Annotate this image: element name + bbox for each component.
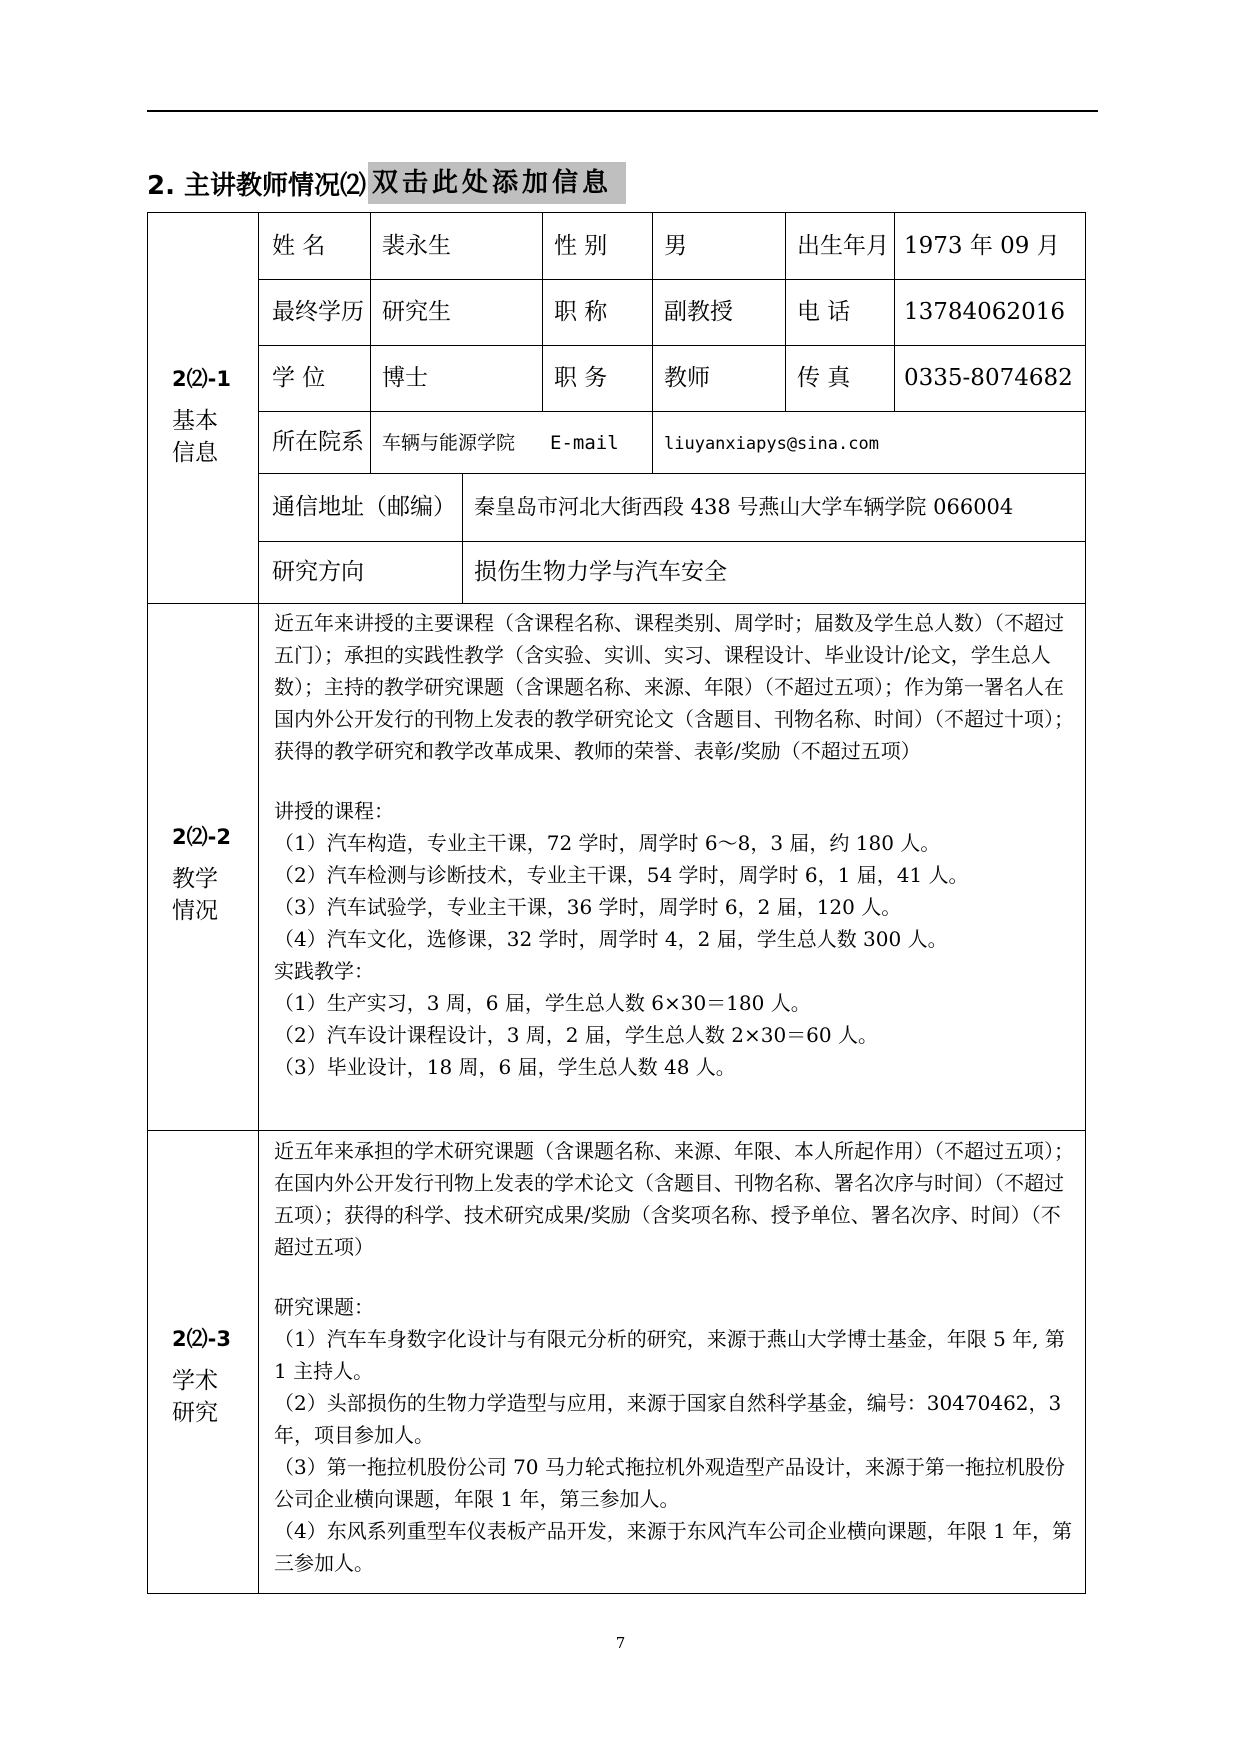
grid-line <box>462 473 463 603</box>
projects-heading: 研究课题： <box>274 1295 374 1319</box>
phone-label: 电 话 <box>797 299 851 325</box>
degree-label: 学 位 <box>272 365 326 391</box>
email-value: liuyanxiapys@sina.com <box>664 434 879 454</box>
grid-line <box>370 213 371 473</box>
grid-line <box>785 213 786 411</box>
add-info-placeholder[interactable]: 双击此处添加信息 <box>368 162 626 204</box>
birth-label: 出生年月 <box>797 233 889 259</box>
project-item: （2）头部损伤的生物力学造型与应用，来源于国家自然科学基金，编号：30470462，3 年，项目参加人。 <box>274 1391 1062 1447</box>
address-value: 秦皇岛市河北大街西段 438 号燕山大学车辆学院 066004 <box>474 495 1014 519</box>
title-label: 职 称 <box>554 299 608 325</box>
course-item: （1）汽车构造，专业主干课，72 学时，周学时 6～8，3 届，约 180 人。 <box>274 831 941 855</box>
practice-heading: 实践教学： <box>274 959 374 983</box>
teaching-code: 2⑵-2 <box>172 825 231 849</box>
basic-info-label <box>148 363 258 469</box>
research-direction-value: 损伤生物力学与汽车安全 <box>474 559 727 585</box>
research-intro: 近五年来承担的学术研究课题（含课题名称、来源、年限、本人所起作用）（不超过五项）；在国内外公开发行刊物上发表的学术论文（含题目、刊物名称、署名次序与时间）（不超过五项）；获得的科学、技术研究成果/奖励（含奖项名称、授予单位、署名次序、时间）（不超过五项） <box>274 1139 1074 1259</box>
name-label: 姓 名 <box>272 233 326 259</box>
fax-label: 传 真 <box>797 365 851 391</box>
grid-line <box>258 473 1086 474</box>
grid-line <box>652 213 653 473</box>
research-code: 2⑵-3 <box>172 1327 231 1351</box>
address-label: 通信地址（邮编） <box>272 494 456 520</box>
section-title: 2. 主讲教师情况⑵ <box>147 170 367 201</box>
basic-info-code: 2⑵-1 <box>172 367 231 391</box>
page-number: 7 <box>615 1634 626 1652</box>
section-heading <box>147 158 626 208</box>
position-label: 职 务 <box>554 365 608 391</box>
grid-line <box>542 213 543 411</box>
project-item: （4）东风系列重型车仪表板产品开发，来源于东风汽车公司企业横向课题，年限 1 年，第三参加人。 <box>274 1519 1073 1575</box>
header-rule <box>147 110 1098 112</box>
section-divider <box>148 1130 1086 1131</box>
grid-line <box>894 213 895 411</box>
birth-value: 1973 年 09 月 <box>904 233 1060 259</box>
teaching-content <box>274 607 1079 1083</box>
project-item: （1）汽车车身数字化设计与有限元分析的研究，来源于燕山大学博士基金，年限 5 年, 第 1 主持人。 <box>274 1327 1065 1383</box>
course-item: （4）汽车文化，选修课，32 学时，周学时 4，2 届，学生总人数 300 人。 <box>274 927 948 951</box>
title-value: 副教授 <box>664 299 733 325</box>
position-value: 教师 <box>664 365 710 391</box>
email-label: E-mail <box>550 432 619 454</box>
research-label <box>148 1323 258 1429</box>
basic-info-name: 基本信息 <box>172 408 218 466</box>
label-column-divider <box>258 213 259 1593</box>
gender-value: 男 <box>664 233 687 259</box>
teacher-info-table <box>147 212 1086 1594</box>
grid-line <box>258 345 1086 346</box>
education-label: 最终学历 <box>272 299 364 325</box>
practice-item: （2）汽车设计课程设计，3 周，2 届，学生总人数 2×30＝60 人。 <box>274 1023 878 1047</box>
teaching-name: 教学情况 <box>172 866 218 924</box>
education-value: 研究生 <box>382 299 451 325</box>
phone-value: 13784062016 <box>904 299 1065 325</box>
practice-item: （1）生产实习，3 周，6 届，学生总人数 6×30＝180 人。 <box>274 991 811 1015</box>
research-name: 学术研究 <box>172 1368 218 1426</box>
dept-value: 车辆与能源学院 <box>382 432 516 454</box>
teaching-intro: 近五年来讲授的主要课程（含课程名称、课程类别、周学时；届数及学生总人数）（不超过五门）；承担的实践性教学（含实验、实训、实习、课程设计、毕业设计/论文，学生总人数）；主持的教学研究课题（含课题名称、来源、年限）（不超过五项）；作为第一署名人在国内外公开发行的刊物上发表的教学研究论文（含题目、刊物名称、时间）（不超过十项）；获得的教学研究和教学改革成果、教师的荣誉、表彰/奖励（不超过五项） <box>274 611 1074 763</box>
grid-line <box>258 541 1086 542</box>
degree-value: 博士 <box>382 365 428 391</box>
research-direction-label: 研究方向 <box>272 559 364 585</box>
teaching-label <box>148 821 258 927</box>
section-divider <box>148 603 1086 604</box>
grid-line <box>258 411 1086 412</box>
project-item: （3）第一拖拉机股份公司 70 马力轮式拖拉机外观造型产品设计，来源于第一拖拉机股份公司企业横向课题，年限 1 年，第三参加人。 <box>274 1455 1065 1511</box>
grid-line <box>258 279 1086 280</box>
fax-value: 0335-8074682 <box>904 365 1073 391</box>
course-item: （3）汽车试验学，专业主干课，36 学时，周学时 6，2 届，120 人。 <box>274 895 902 919</box>
courses-heading: 讲授的课程： <box>274 799 394 823</box>
name-value: 裴永生 <box>382 233 451 259</box>
gender-label: 性 别 <box>554 233 608 259</box>
course-item: （2）汽车检测与诊断技术，专业主干课，54 学时，周学时 6，1 届，41 人。 <box>274 863 969 887</box>
dept-label: 所在院系 <box>272 429 364 455</box>
practice-item: （3）毕业设计，18 周，6 届，学生总人数 48 人。 <box>274 1055 736 1079</box>
research-content <box>274 1135 1079 1579</box>
